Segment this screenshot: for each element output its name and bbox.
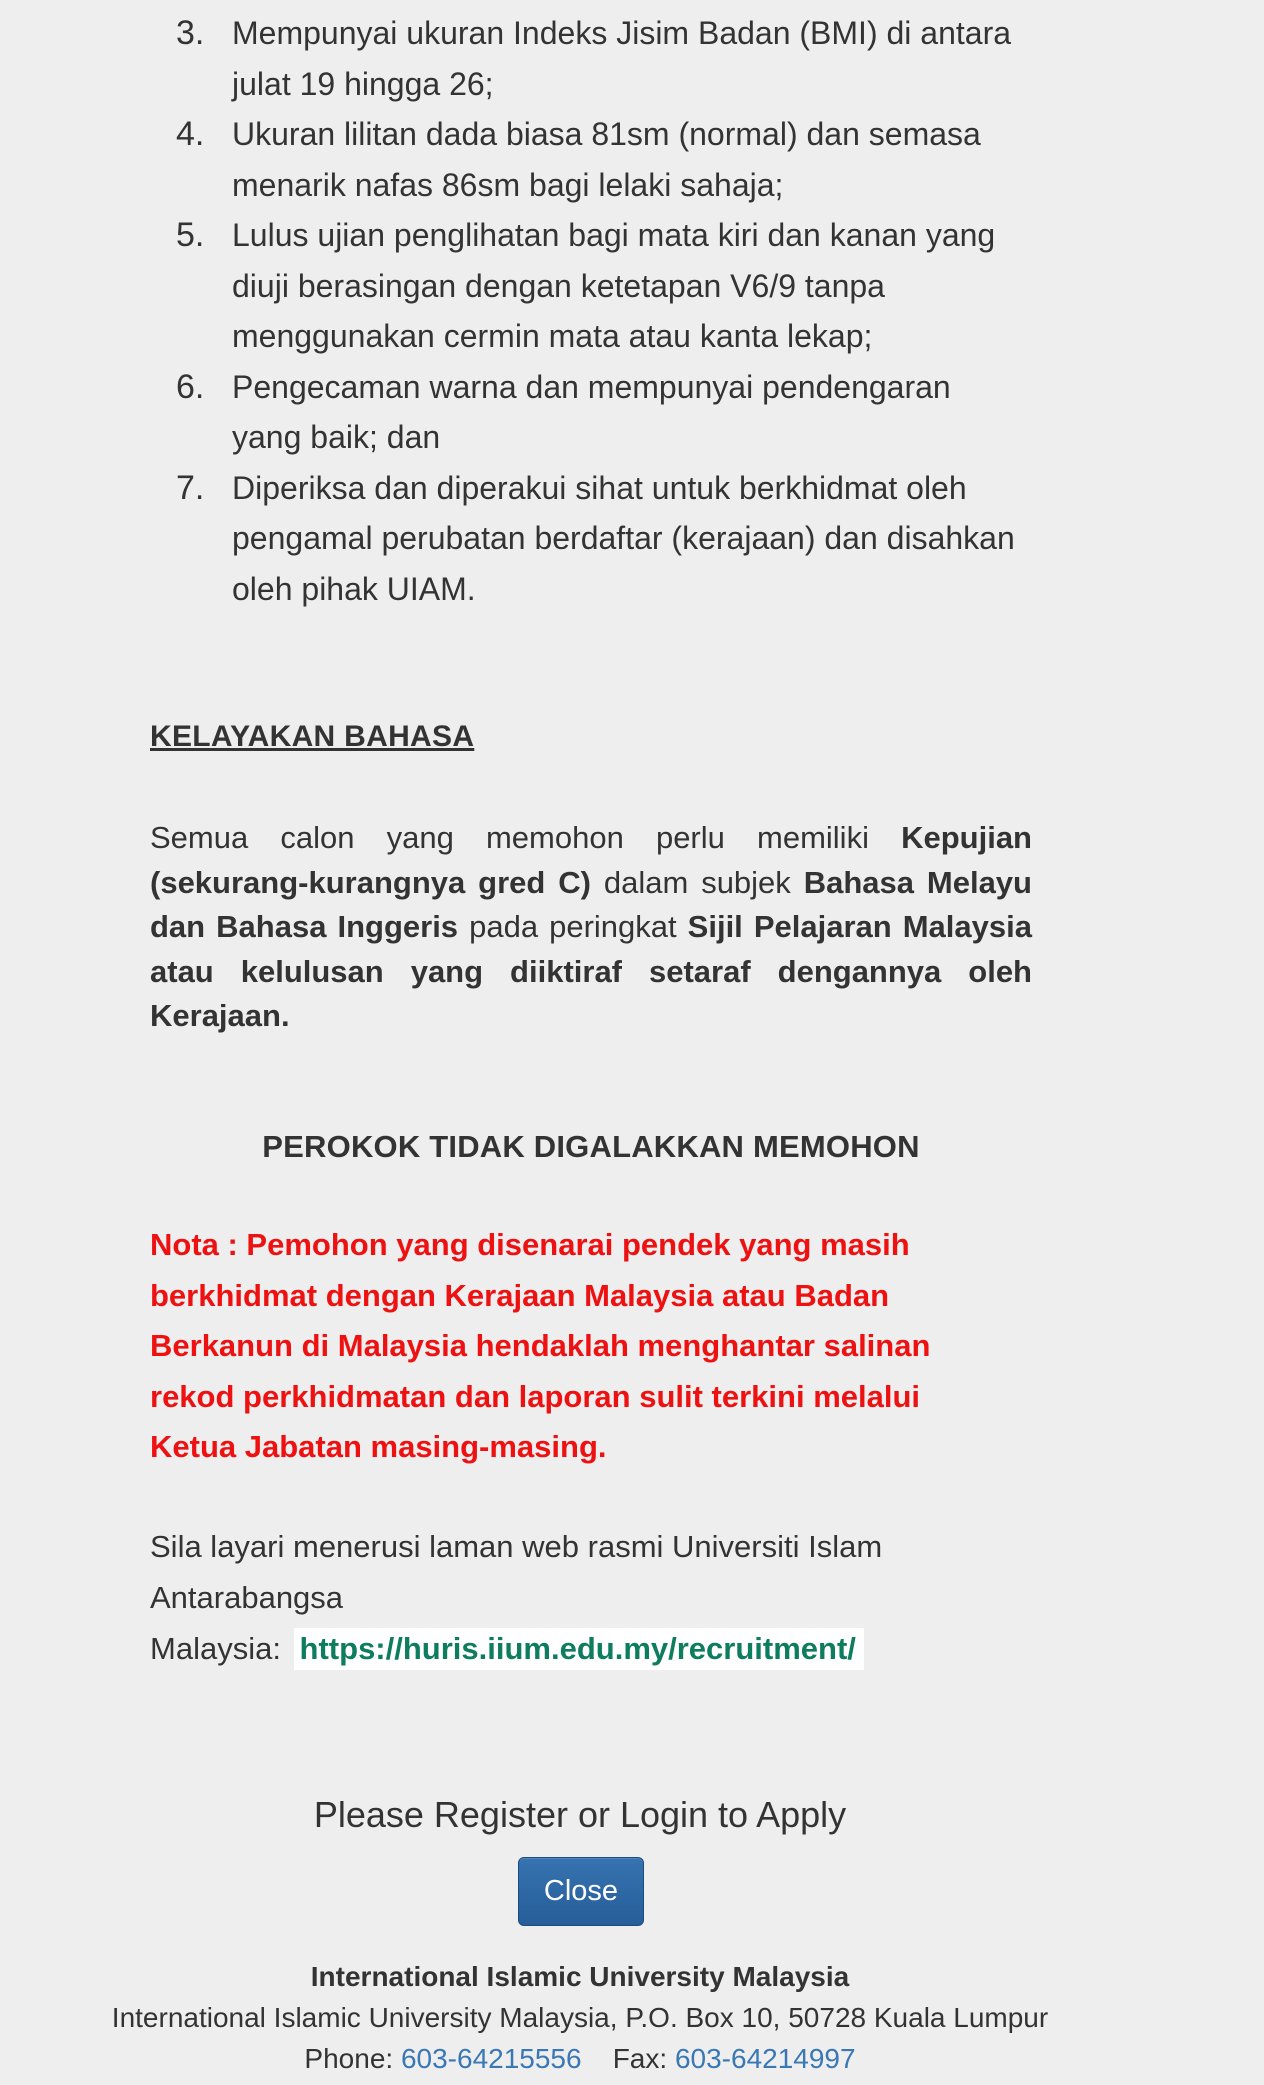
recruitment-link[interactable]: https://huris.iium.edu.my/recruitment/ (294, 1628, 864, 1670)
requirement-number: 6. (176, 367, 205, 406)
phone-link[interactable]: 603-64215556 (400, 2043, 582, 2074)
footer (0, 1956, 1160, 2079)
requirement-line: julat 19 hingga 26; (232, 65, 494, 102)
requirement-number: 4. (176, 115, 205, 153)
requirement-number: 5. (176, 216, 205, 254)
requirement-line: Pengecaman warna dan mempunyai pendengaran (232, 368, 951, 405)
note-line: Nota : Pemohon yang disenarai pendek yang masih (150, 1227, 910, 1262)
language-text: pada peringkat (458, 909, 688, 944)
requirement-line: Lulus ujian penglihatan bagi mata kiri dan kanan yang (232, 217, 996, 253)
requirement-item (150, 362, 1050, 463)
language-heading: KELAYAKAN BAHASA (150, 720, 475, 753)
requirement-number: 7. (176, 468, 205, 507)
requirement-line: oleh pihak UIAM. (232, 570, 476, 607)
requirements-list (150, 8, 1050, 614)
requirement-line: Diperiksa dan diperakui sihat untuk berkhidmat oleh (232, 469, 967, 506)
footer-contact (0, 2038, 1160, 2079)
requirement-item (150, 109, 1050, 210)
language-requirement-paragraph (150, 816, 1032, 1039)
requirement-line: pengamal perubatan berdaftar (kerajaan) dan disahkan (232, 520, 1015, 556)
visit-line: Antarabangsa (150, 1580, 344, 1615)
visit-line-prefix: Malaysia: (150, 1631, 290, 1666)
smoker-notice: PEROKOK TIDAK DIGALAKKAN MEMOHON (262, 1129, 920, 1164)
note-line: Berkanun di Malaysia hendaklah menghantar salinan (150, 1328, 931, 1363)
language-bold-text: Sijil Pelajaran Malaysia atau kelulusan yang diiktiraf setaraf dengannya oleh Kerajaan. (150, 909, 1032, 1033)
requirement-line: Ukuran lilitan dada biasa 81sm (normal) dan semasa (232, 116, 981, 152)
requirement-number: 3. (176, 14, 205, 52)
requirement-line: menggunakan cermin mata atau kanta lekap; (232, 318, 873, 354)
requirement-line: diuji berasingan dengan ketetapan V6/9 tanpa (232, 267, 885, 304)
register-login-prompt: Please Register or Login to Apply (313, 1794, 847, 1835)
close-button[interactable]: Close (518, 1857, 644, 1926)
language-text: Semua calon yang memohon perlu memiliki (150, 820, 902, 855)
fax-link[interactable]: 603-64214997 (674, 2043, 856, 2074)
note-line: rekod perkhidmatan dan laporan sulit terkini melalui (150, 1378, 921, 1414)
language-bold-text: Kepujian (sekurang-kurangnya gred C) (150, 820, 1032, 900)
phone-label: Phone: (304, 2043, 394, 2074)
requirement-line: Mempunyai ukuran Indeks Jisim Badan (BMI) di antara (232, 15, 1012, 51)
visit-line (150, 1623, 1032, 1674)
visit-website-paragraph (150, 1521, 1032, 1674)
fax-label: Fax: (612, 2043, 668, 2074)
note-paragraph (150, 1220, 1020, 1473)
requirement-line: menarik nafas 86sm bagi lelaki sahaja; (232, 166, 784, 203)
note-line: berkhidmat dengan Kerajaan Malaysia atau Badan (150, 1277, 890, 1313)
requirement-item (150, 210, 1050, 362)
note-line: Ketua Jabatan masing-masing. (150, 1429, 607, 1464)
visit-line: Sila layari menerusi laman web rasmi Universiti Islam (150, 1529, 883, 1564)
requirement-line: yang baik; dan (232, 419, 441, 455)
requirement-item (150, 8, 1050, 109)
footer-org-name: International Islamic University Malaysia (310, 1961, 850, 1992)
requirement-item (150, 463, 1050, 615)
footer-address: International Islamic University Malaysia, P.O. Box 10, 50728 Kuala Lumpur (111, 2002, 1049, 2033)
language-text: dalam subjek (590, 864, 804, 900)
language-bold-text: Bahasa Melayu dan Bahasa Inggeris (150, 864, 1032, 944)
